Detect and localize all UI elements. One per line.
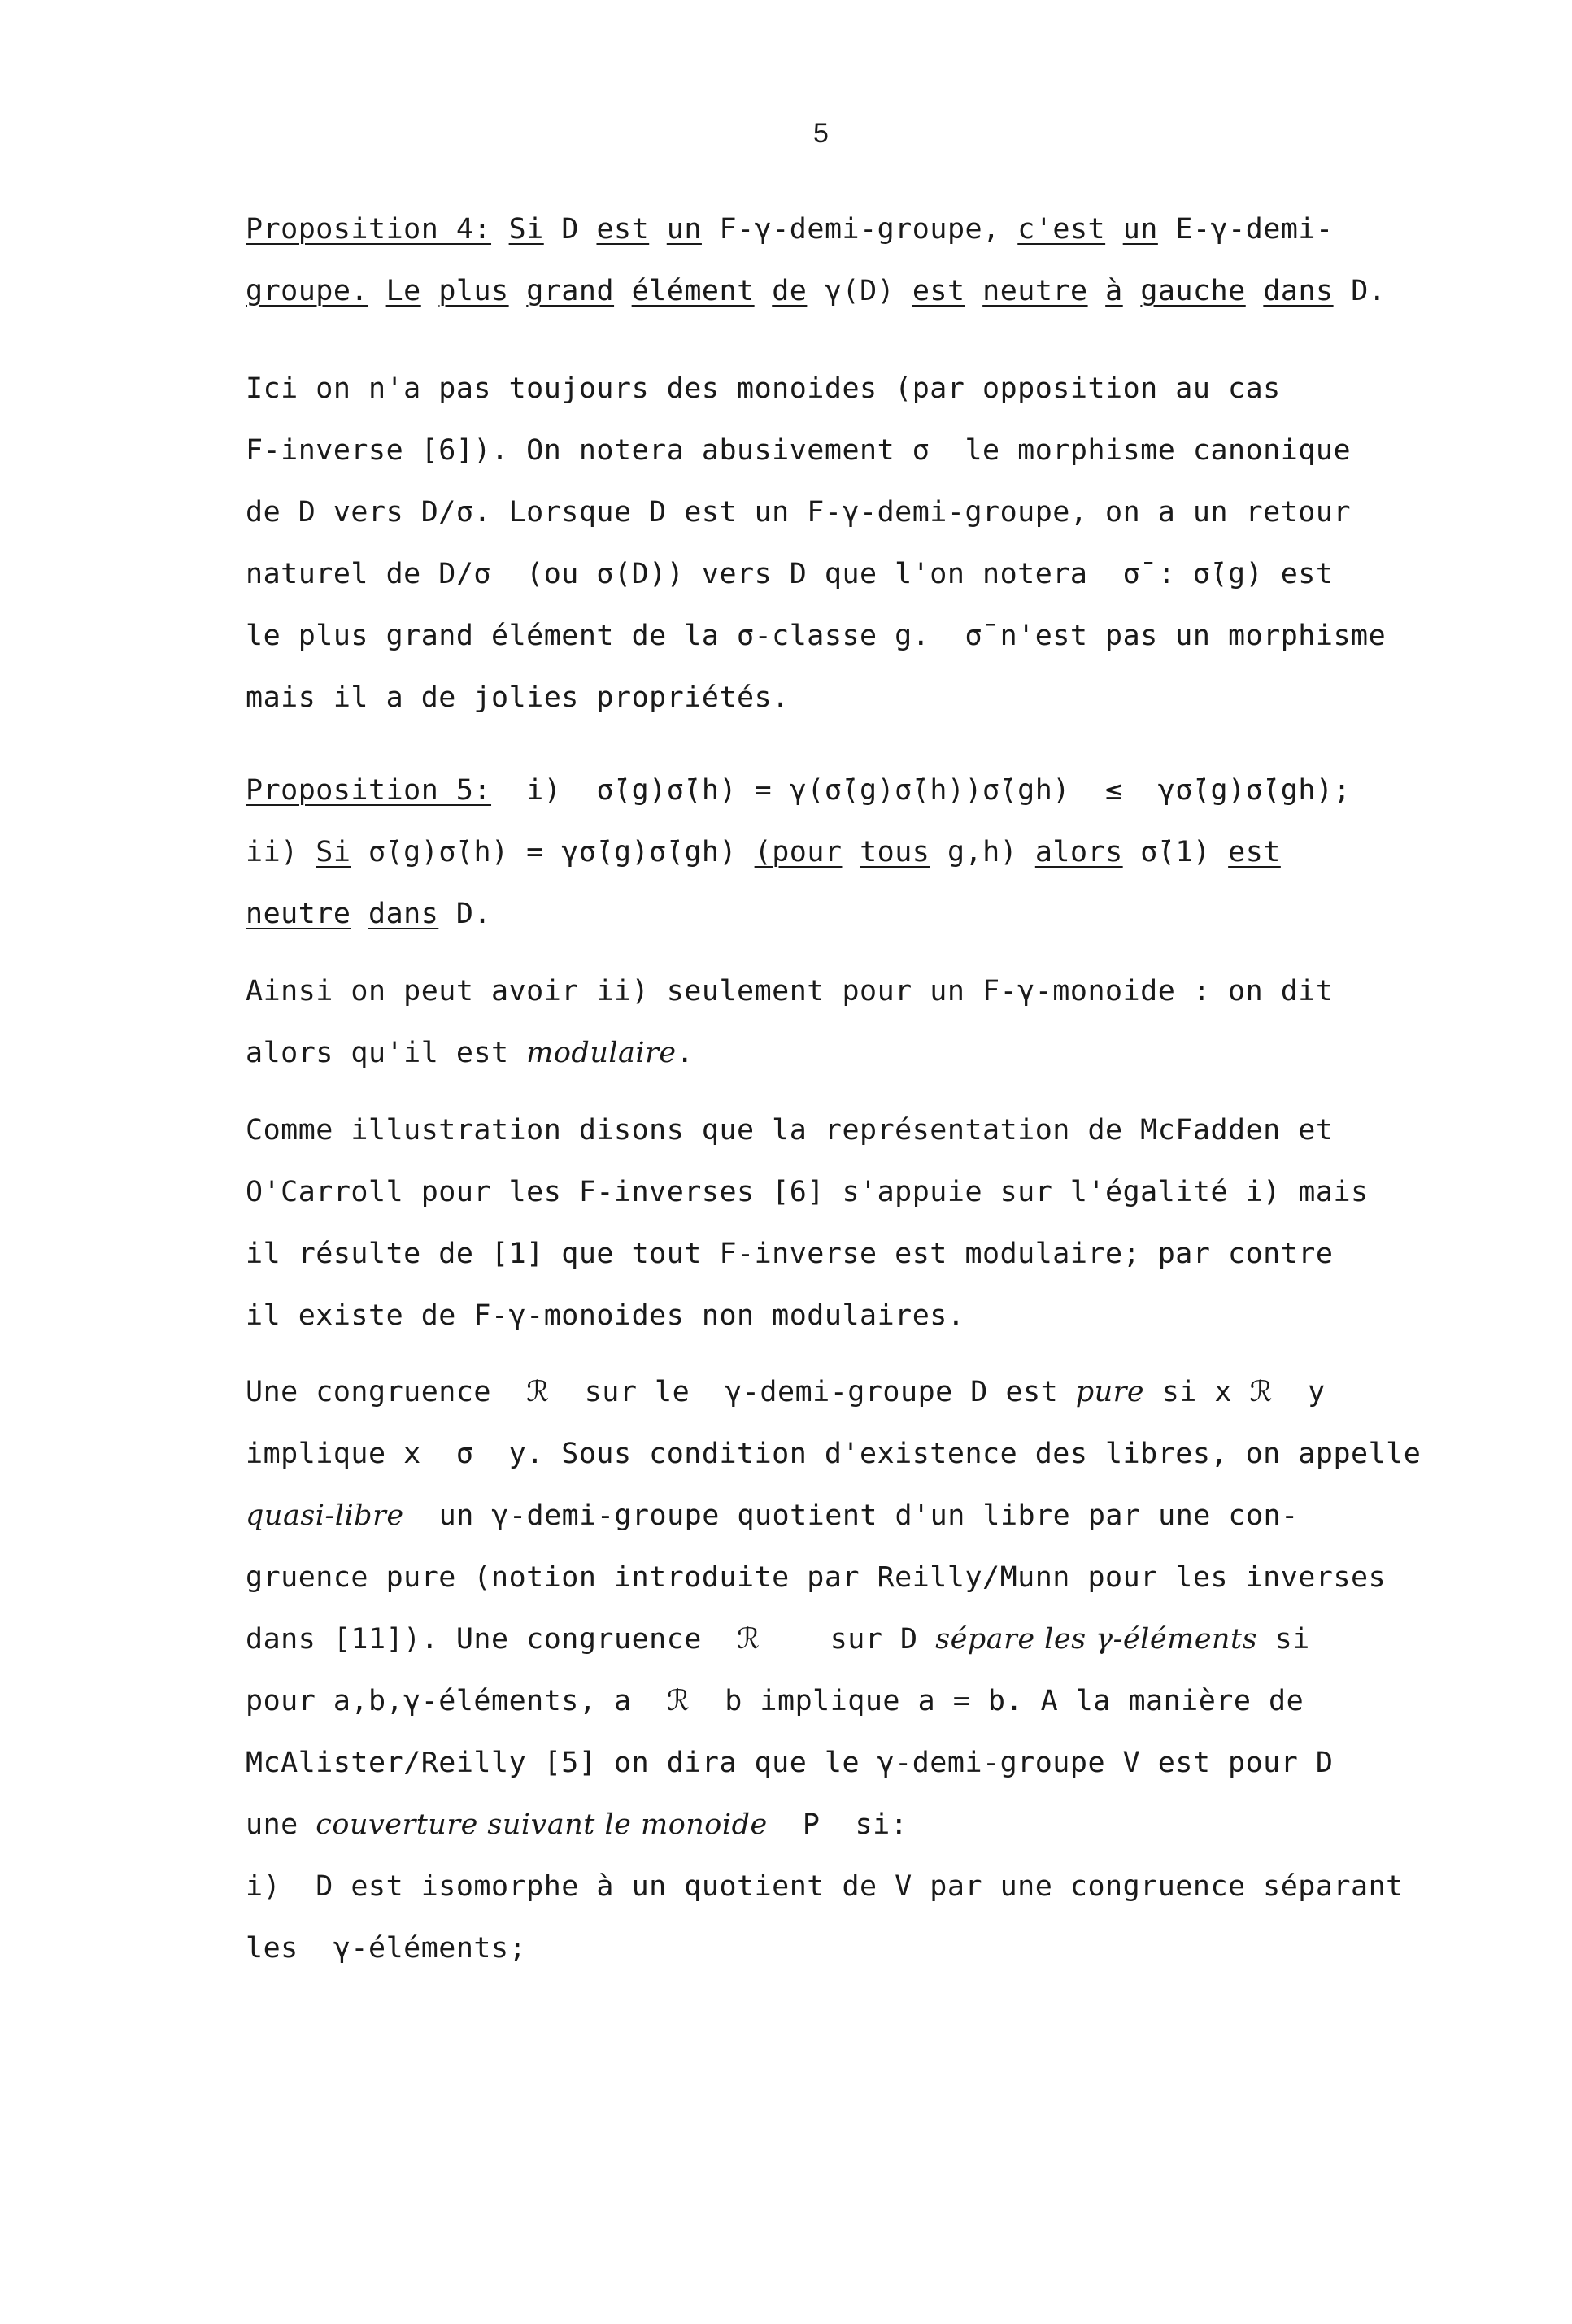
page-number: 5 xyxy=(813,118,829,149)
proposition-5-formula-i: i) σ̄(g)σ̄(h) = γ(σ̄(g)σ̄(h))σ̄(gh) ≤ γσ̄(g)σ̄(gh); xyxy=(526,774,1352,807)
paragraph-4-line: pour a,b,γ-éléments, a ℛ b implique a = b. A la manière de xyxy=(246,1685,1304,1717)
paragraph-1-line: mais il a de jolies propriétés. xyxy=(246,681,790,714)
prop4-word: est xyxy=(912,275,965,307)
prop4-word: γ(D) xyxy=(824,275,895,307)
prop5-word: Si xyxy=(316,836,351,868)
proposition-5-line-3 xyxy=(246,894,491,934)
paragraph-1-line: F-inverse [6]). On notera abusivement σ le morphisme canonique xyxy=(246,434,1352,467)
paragraph-3-line: O'Carroll pour les F-inverses [6] s'appuie sur l'égalité i) mais xyxy=(246,1176,1369,1208)
text: alors qu'il est xyxy=(246,1037,527,1069)
italic-term: quasi-libre xyxy=(246,1499,404,1532)
prop4-word: un xyxy=(666,213,702,246)
proposition-5-line-2 xyxy=(246,833,1281,872)
paragraph-3-line: il résulte de [1] que tout F-inverse est modulaire; par contre xyxy=(246,1238,1334,1270)
prop4-word: D xyxy=(561,213,579,246)
text: P si: xyxy=(767,1808,908,1841)
paragraph-1-line: Ici on n'a pas toujours des monoides (par opposition au cas xyxy=(246,372,1281,405)
prop4-word: dans xyxy=(1263,275,1334,307)
prop5-word: neutre xyxy=(246,898,351,930)
italic-term: pure xyxy=(1075,1376,1145,1408)
paragraph-4-line: McAlister/Reilly [5] on dira que le γ-demi-groupe V est pour D xyxy=(246,1747,1334,1779)
prop4-word: de xyxy=(772,275,808,307)
prop4-word: F-γ-demi-groupe, xyxy=(719,213,1000,246)
paragraph-4-line: gruence pure (notion introduite par Reilly/Munn pour les inverses xyxy=(246,1561,1387,1594)
prop4-word: E-γ-demi- xyxy=(1175,213,1334,246)
paragraph-1-line: naturel de D/σ (ou σ(D)) vers D que l'on notera σ̄ : σ̄(g) est xyxy=(246,558,1334,590)
paragraph-4-line: les γ-éléments; xyxy=(246,1932,527,1965)
prop4-word: grand xyxy=(526,275,615,307)
paragraph-1-line: de D vers D/σ. Lorsque D est un F-γ-demi-groupe, on a un retour xyxy=(246,496,1352,529)
text: dans [11]). Une congruence ℛ sur D xyxy=(246,1623,936,1656)
prop4-word: neutre xyxy=(982,275,1088,307)
text: un γ-demi-groupe quotient d'un libre par une con- xyxy=(403,1499,1299,1532)
prop4-word: élément xyxy=(631,275,755,307)
paragraph-3-line: Comme illustration disons que la représentation de McFadden et xyxy=(246,1114,1334,1147)
prop4-word: c'est xyxy=(1017,213,1106,246)
proposition-4-line-2 xyxy=(246,272,1386,311)
text: si xyxy=(1257,1623,1310,1656)
text: une xyxy=(246,1808,316,1841)
prop5-word: ii) xyxy=(246,836,298,868)
prop5-word: dans xyxy=(368,898,439,930)
prop5-word: g,h) xyxy=(947,836,1018,868)
prop4-word: plus xyxy=(438,275,509,307)
prop4-word: à xyxy=(1105,275,1123,307)
paragraph-3-line: il existe de F-γ-monoides non modulaires. xyxy=(246,1299,965,1332)
proposition-4-label: Proposition 4: xyxy=(246,213,492,246)
proposition-5-label: Proposition 5: xyxy=(246,774,492,807)
prop5-word: σ̄(1) xyxy=(1140,836,1211,868)
text: si x ℛ y xyxy=(1144,1376,1326,1408)
paragraph-4-line: implique x σ y. Sous condition d'existence des libres, on appelle xyxy=(246,1438,1422,1470)
prop4-word: D. xyxy=(1351,275,1387,307)
prop5-word: est xyxy=(1228,836,1281,868)
paragraph-4-line xyxy=(246,1620,1310,1659)
prop4-word: Si xyxy=(508,213,544,246)
prop4-word: gauche xyxy=(1140,275,1246,307)
paragraph-2-line: Ainsi on peut avoir ii) seulement pour un F-γ-monoide : on dit xyxy=(246,975,1334,1008)
prop4-word: est xyxy=(596,213,650,246)
proposition-5-line-1 xyxy=(246,771,1351,810)
italic-term: couverture suivant le monoide xyxy=(316,1808,768,1841)
paragraph-4-line xyxy=(246,1805,908,1844)
text: . xyxy=(676,1037,695,1069)
paragraph-2-line xyxy=(246,1034,694,1073)
paragraph-4-line xyxy=(246,1373,1326,1412)
paragraph-4-line: i) D est isomorphe à un quotient de V par une congruence séparant xyxy=(246,1870,1404,1903)
prop5-word: D. xyxy=(455,898,492,930)
prop4-word: Le xyxy=(385,275,421,307)
text: Une congruence ℛ sur le γ-demi-groupe D est xyxy=(246,1376,1076,1408)
italic-term: modulaire xyxy=(526,1037,677,1069)
prop4-word: groupe. xyxy=(246,275,369,307)
prop5-word: alors xyxy=(1034,836,1123,868)
proposition-4-line-1 xyxy=(246,210,1334,249)
prop4-word: un xyxy=(1122,213,1158,246)
prop5-word: tous xyxy=(860,836,930,868)
italic-term: sépare les γ-éléments xyxy=(935,1623,1257,1656)
paragraph-1-line: le plus grand élément de la σ-classe g. σ̄ n'est pas un morphisme xyxy=(246,620,1387,652)
prop5-word: σ̄(g)σ̄(h) = γσ̄(g)σ̄(gh) xyxy=(368,836,738,868)
paragraph-4-line xyxy=(246,1496,1299,1535)
prop5-word: (pour xyxy=(754,836,843,868)
